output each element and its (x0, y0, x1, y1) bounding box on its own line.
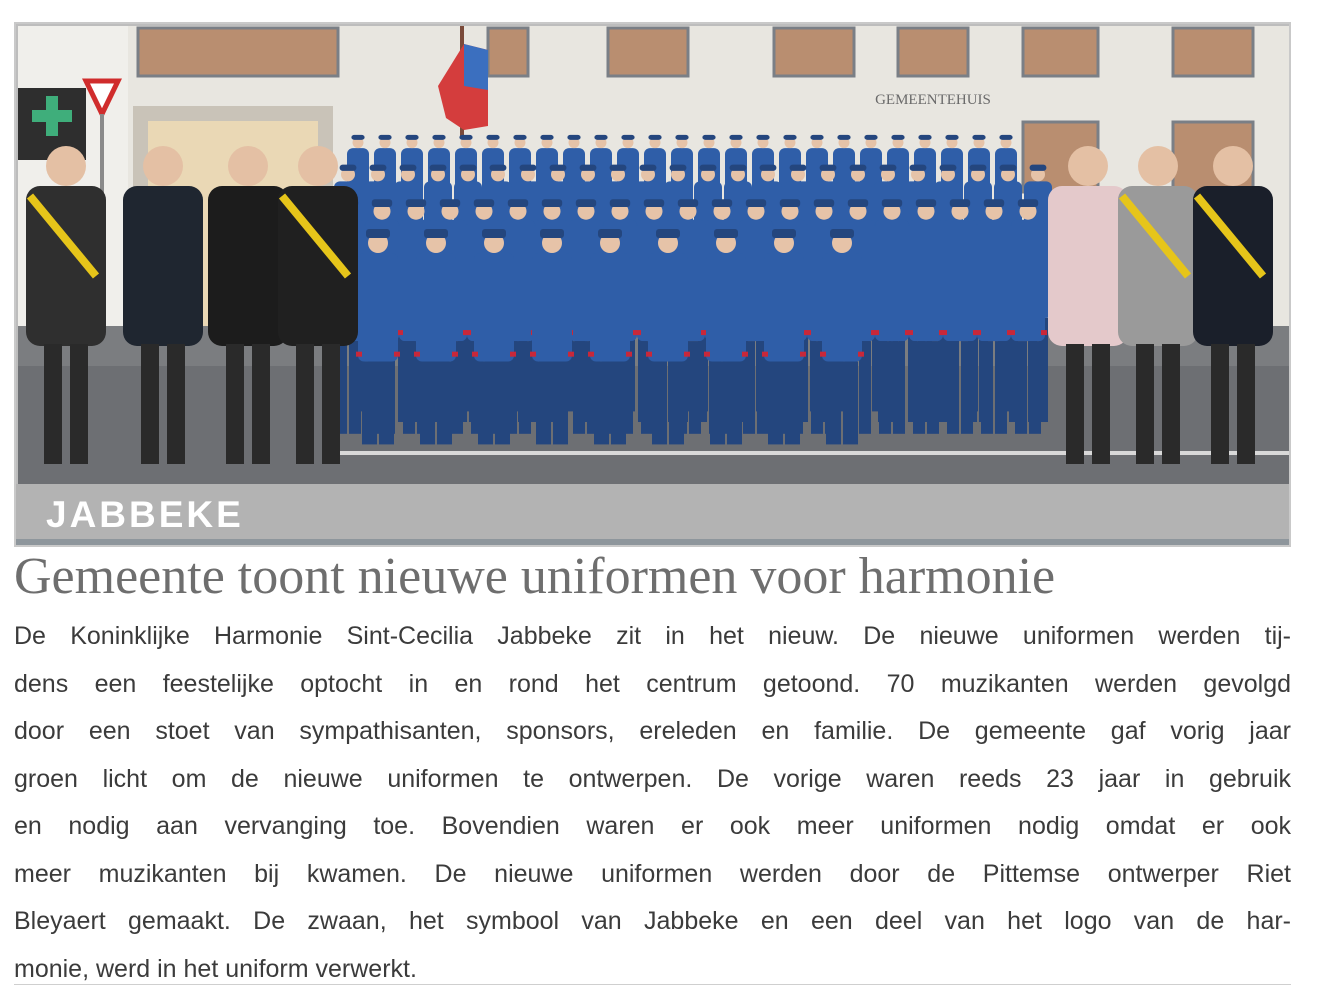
caption-bar-rule (16, 539, 1289, 545)
section-caption-bar (16, 484, 1289, 545)
group-photo (18, 26, 1289, 484)
body-line: Bleyaert gemaakt. De zwaan, het symbool van Jabbeke en een deel van het logo van de har- (14, 898, 1291, 946)
article-body (14, 613, 1291, 993)
section-label: JABBEKE (46, 494, 244, 536)
body-line: groen licht om de nieuwe uniformen te ontwerpen. De vorige waren reeds 23 jaar in gebruik (14, 756, 1291, 804)
body-line: dens een feestelijke optocht in en rond het centrum getoond. 70 muzikanten werden gevolgd (14, 661, 1291, 709)
body-line: De Koninklijke Harmonie Sint-Cecilia Jabbeke zit in het nieuw. De nieuwe uniformen werden tij- (14, 613, 1291, 661)
body-line: door een stoet van sympathisanten, sponsors, ereleden en familie. De gemeente gaf vorig jaar (14, 708, 1291, 756)
article-headline: Gemeente toont nieuwe uniformen voor harmonie (14, 548, 1055, 606)
article-photo-frame (14, 22, 1291, 547)
band-members (329, 135, 1054, 445)
body-line: meer muzikanten bij kwamen. De nieuwe uniformen werden door de Pittemse ontwerper Riet (14, 851, 1291, 899)
body-line: en nodig aan vervanging toe. Bovendien waren er ook meer uniformen nodig omdat er ook (14, 803, 1291, 851)
town-hall-sign (858, 86, 1008, 110)
bottom-rule (14, 984, 1291, 985)
body-line: monie, werd in het uniform verwerkt. (14, 946, 1291, 993)
town-hall-sign-text: GEMEENTEHUIS (875, 92, 991, 108)
